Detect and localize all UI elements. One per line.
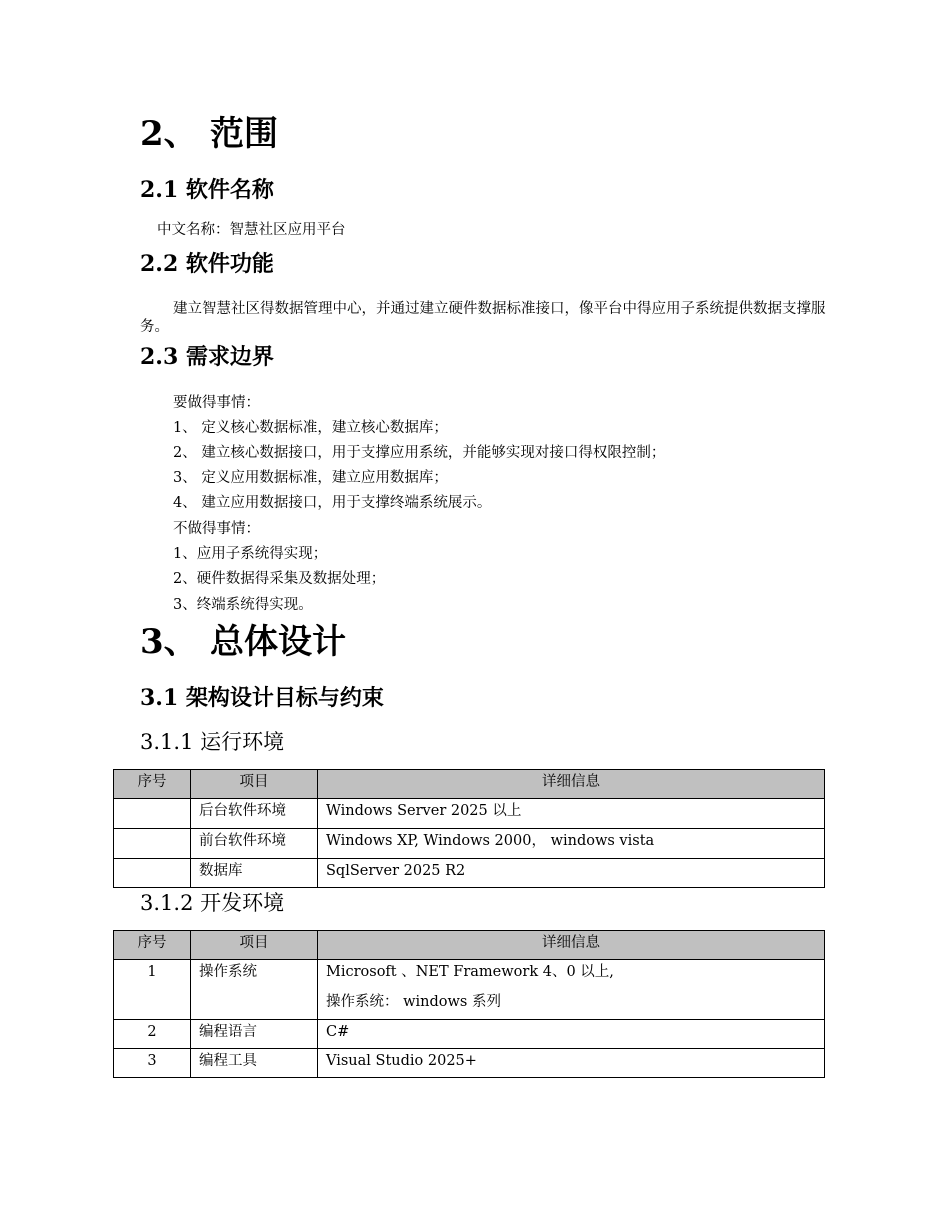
subsection-3-1-2-heading: 3.1.2 开发环境 — [140, 891, 285, 915]
section-title: 总体设计 — [210, 622, 346, 662]
table-cell: 操作系统 — [191, 960, 318, 1020]
table-cell: 3 — [114, 1049, 191, 1078]
header-cell: 详细信息 — [318, 770, 825, 799]
table-cell: C# — [318, 1020, 825, 1049]
subsection-2-3-heading: 2.3 需求边界 — [140, 344, 274, 370]
table-cell — [318, 960, 825, 1020]
table-header-row — [114, 931, 825, 960]
table-cell — [114, 829, 191, 859]
table-cell: 数据库 — [191, 859, 318, 888]
subsection-3-1-heading: 3.1 架构设计目标与约束 — [140, 685, 384, 711]
table-row — [114, 829, 825, 859]
dont-item: 3、终端系统得实现。 — [173, 597, 313, 613]
table-cell: Windows XP, Windows 2000， windows vista — [318, 829, 825, 859]
table-cell: 前台软件环境 — [191, 829, 318, 859]
do-item: 3、 定义应用数据标准，建立应用数据库； — [173, 470, 448, 486]
header-cell: 序号 — [114, 931, 191, 960]
software-name-text: 中文名称：智慧社区应用平台 — [157, 222, 346, 238]
header-cell: 序号 — [114, 770, 191, 799]
table-cell: 编程工具 — [191, 1049, 318, 1078]
table-header-row — [114, 770, 825, 799]
dont-item: 1、应用子系统得实现； — [173, 546, 328, 562]
header-cell: 项目 — [191, 931, 318, 960]
do-label: 要做得事情： — [173, 395, 260, 411]
subsection-2-1-heading: 2.1 软件名称 — [140, 177, 274, 203]
subsection-3-1-1-heading: 3.1.1 运行环境 — [140, 730, 285, 754]
table-cell: Visual Studio 2025+ — [318, 1049, 825, 1078]
table-row — [114, 799, 825, 829]
do-item: 2、 建立核心数据接口，用于支撑应用系统，并能够实现对接口得权限控制； — [173, 445, 666, 461]
table-cell: 1 — [114, 960, 191, 1020]
section-number: 2、 — [140, 114, 198, 154]
table-cell: SqlServer 2025 R2 — [318, 859, 825, 888]
table-row — [114, 1020, 825, 1049]
table-row — [114, 960, 825, 1020]
do-item: 4、 建立应用数据接口，用于支撑终端系统展示。 — [173, 495, 492, 511]
section-title: 范围 — [210, 114, 278, 154]
detail-line: Microsoft 、NET Framework 4、0 以上, — [326, 964, 614, 980]
table-cell: 后台软件环境 — [191, 799, 318, 829]
subsection-2-2-heading: 2.2 软件功能 — [140, 251, 274, 277]
dont-item: 2、硬件数据得采集及数据处理； — [173, 571, 386, 587]
development-environment-table — [113, 930, 825, 1078]
table-cell — [114, 859, 191, 888]
section-3-heading — [140, 622, 346, 662]
section-2-heading — [140, 114, 278, 154]
table-cell — [114, 799, 191, 829]
dont-label: 不做得事情： — [173, 521, 260, 537]
detail-line: 操作系统： windows 系列 — [326, 994, 501, 1010]
do-item: 1、 定义核心数据标准，建立核心数据库； — [173, 420, 448, 436]
software-function-paragraph: 建立智慧社区得数据管理中心，并通过建立硬件数据标准接口，像平台中得应用子系统提供数据支撑服务。 — [140, 301, 826, 335]
table-cell: Windows Server 2025 以上 — [318, 799, 825, 829]
table-cell: 编程语言 — [191, 1020, 318, 1049]
table-cell: 2 — [114, 1020, 191, 1049]
header-cell: 项目 — [191, 770, 318, 799]
table-row — [114, 1049, 825, 1078]
table-row — [114, 859, 825, 888]
section-number: 3、 — [140, 622, 198, 662]
header-cell: 详细信息 — [318, 931, 825, 960]
runtime-environment-table — [113, 769, 825, 888]
